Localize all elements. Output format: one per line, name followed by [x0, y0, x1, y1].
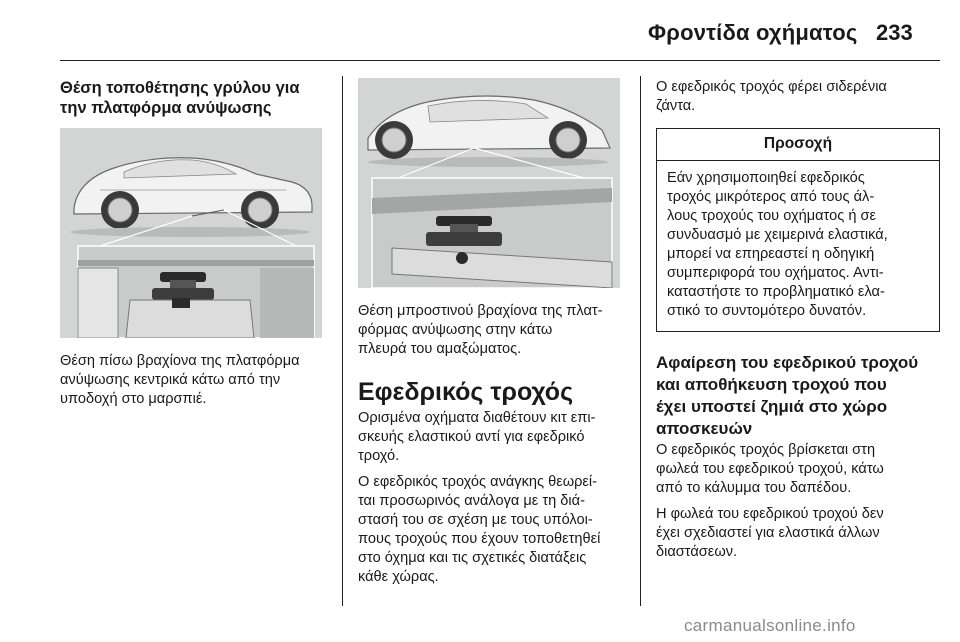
spare-location-para — [656, 441, 946, 498]
column-divider-1 — [342, 76, 343, 606]
heading-line: και αποθήκευση τροχού που — [656, 375, 887, 394]
para-line: από το κάλυμμα του δαπέδου. — [656, 480, 852, 496]
page-header-title: Φροντίδα οχήματος — [648, 20, 858, 45]
caption-line: υποδοχή στο μαρσπιέ. — [60, 391, 207, 407]
caption-line: φόρμας ανύψωσης στην κάτω — [358, 322, 553, 338]
para-line: Ο εφεδρικός τροχός ανάγκης θεωρεί- — [358, 474, 598, 490]
caution-line: συνδυασμό με χειμερινά ελαστικά, — [667, 227, 888, 243]
caption-line: Θέση πίσω βραχίονα της πλατφόρμα — [60, 353, 300, 369]
column-1 — [60, 78, 328, 409]
para-line: τροχό. — [358, 448, 400, 464]
caption-line: Θέση μπροστινού βραχίονα της πλατ- — [358, 303, 603, 319]
caution-line: μπορεί να επηρεαστεί η οδηγική — [667, 246, 875, 262]
para-line: Η φωλεά του εφεδρικού τροχού δεν — [656, 506, 884, 522]
caution-line: καταστήστε το προβληματικό ελα- — [667, 284, 885, 300]
steel-rim-intro — [656, 78, 946, 116]
para-line: Ο εφεδρικός τροχός φέρει σιδερένια — [656, 79, 887, 95]
caution-box — [656, 128, 940, 332]
front-arm-illustration — [358, 78, 620, 288]
column-divider-2 — [640, 76, 641, 606]
spare-wheel-title: Εφεδρικός τροχός — [358, 378, 574, 406]
para-line: Ορισμένα οχήματα διαθέτουν κιτ επι- — [358, 410, 596, 426]
caution-line: στικό το συντομότερο δυνατόν. — [667, 303, 867, 319]
para-line: διαστάσεων. — [656, 544, 738, 560]
front-arm-caption — [358, 302, 626, 359]
column-3 — [656, 78, 946, 562]
para-line: ζάντα. — [656, 98, 696, 114]
caution-line: Εάν χρησιμοποιηθεί εφεδρικός — [667, 170, 865, 186]
para-line: στασή του σε σχέση με τους υπόλοι- — [358, 512, 593, 528]
site-watermark: carmanualsonline.info — [684, 616, 856, 635]
para-line: ται προσωρινός ανάλογα με τη διά- — [358, 493, 585, 509]
para-line: πους τροχούς που έχουν τοποθετηθεί — [358, 531, 601, 547]
caution-line: λους τροχούς του οχήματος ή σε — [667, 208, 877, 224]
heading-line: την πλατφόρμα ανύψωσης — [60, 99, 272, 117]
spare-wheel-para-1 — [358, 409, 626, 466]
header-divider — [60, 60, 940, 61]
column-2 — [358, 78, 626, 587]
rear-arm-caption — [60, 352, 328, 409]
spare-well-para — [656, 505, 946, 562]
para-line: στο όχημα και τις σχετικές διατάξεις — [358, 550, 587, 566]
heading-line: Θέση τοποθέτησης γρύλου για — [60, 79, 300, 97]
para-line: Ο εφεδρικός τροχός βρίσκεται στη — [656, 442, 876, 458]
heading-line: αποσκευών — [656, 419, 753, 438]
heading-line: Αφαίρεση του εφεδρικού τροχού — [656, 353, 919, 372]
remove-spare-heading — [656, 352, 946, 440]
spare-wheel-para-2 — [358, 473, 626, 587]
caption-line: πλευρά του αμαξώματος. — [358, 341, 522, 357]
para-line: σκευής ελαστικού αντί για εφεδρικό — [358, 429, 585, 445]
para-line: έχει σχεδιαστεί για ελαστικά άλλων — [656, 525, 880, 541]
front-arm-figure — [358, 78, 620, 288]
caution-line: συμπεριφορά του οχήματος. Αντι- — [667, 265, 884, 281]
jack-position-heading — [60, 78, 328, 118]
heading-line: έχει υποστεί ζημιά στο χώρο — [656, 397, 888, 416]
rear-arm-figure — [60, 128, 322, 338]
rear-arm-illustration — [60, 128, 322, 338]
para-line: κάθε χώρας. — [358, 569, 439, 585]
caution-title: Προσοχή — [657, 129, 939, 161]
para-line: φωλεά του εφεδρικού τροχού, κάτω — [656, 461, 884, 477]
caption-line: ανύψωσης κεντρικά κάτω από την — [60, 372, 281, 388]
caution-line: τροχός μικρότερος από τους άλ- — [667, 189, 875, 205]
caution-text — [657, 161, 939, 331]
page-number: 233 — [876, 20, 913, 45]
